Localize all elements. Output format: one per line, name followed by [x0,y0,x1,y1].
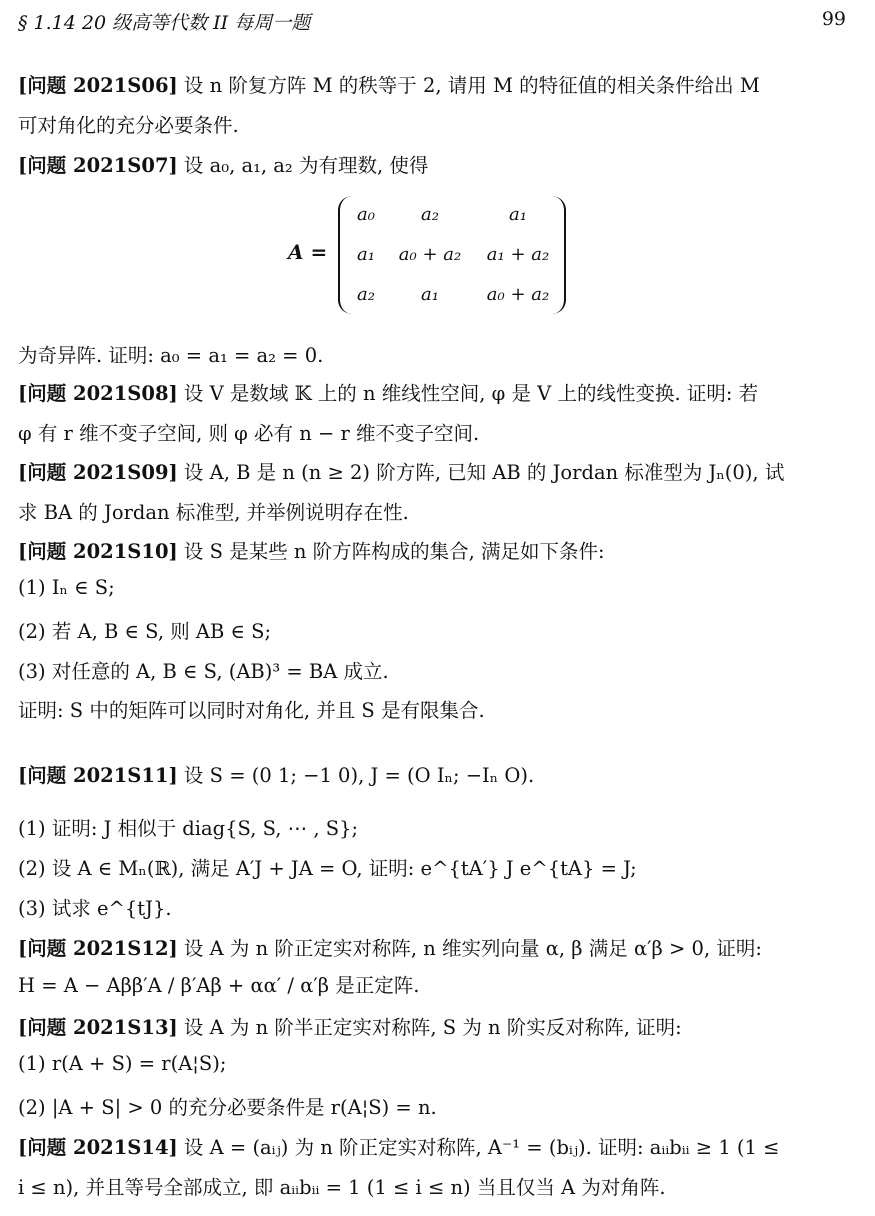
problem-s06-line-2: 可对角化的充分必要条件. [18,114,239,137]
problem-s09-line-1 [18,457,784,485]
matrix-cell: a₀ [357,204,375,225]
matrix-cell: a₁ + a₂ [486,244,550,265]
problem-s08-line-2: φ 有 r 维不变子空间, 则 φ 必有 n − r 维不变子空间. [18,422,480,445]
problem-label: [问题 2021S12] [18,937,178,960]
problem-label: [问题 2021S07] [18,154,178,177]
matrix-lhs: A = [288,240,328,264]
problem-label: [问题 2021S10] [18,540,178,563]
matrix-a-equation [288,196,578,314]
problem-text: 设 A, B 是 n (n ≥ 2) 阶方阵, 已知 AB 的 Jordan 标准型为 Jₙ(0), 试 [177,461,785,484]
problem-label: [问题 2021S08] [18,382,178,405]
problem-s12-line-1 [18,933,762,961]
problem-s11-item-2: (2) 设 A ∈ Mₙ(ℝ), 满足 A′J + JA = O, 证明: e^{tA′} J e^{tA} = J; [18,857,637,880]
problem-text: 设 V 是数域 𝕂 上的 n 维线性空间, φ 是 V 上的线性变换. 证明: 若 [177,382,759,405]
problem-s13-item-2: (2) |A + S| > 0 的充分必要条件是 r(A¦S) = n. [18,1096,437,1119]
problem-s08-line-1 [18,378,758,406]
page-number: 99 [821,8,846,30]
right-parenthesis [550,196,566,314]
problem-label: [问题 2021S09] [18,461,178,484]
matrix-cell: a₂ [421,204,439,225]
problem-label: [问题 2021S06] [18,74,178,97]
problem-label: [问题 2021S11] [18,764,178,787]
problem-text: 设 A 为 n 阶正定实对称阵, n 维实列向量 α, β 满足 α′β > 0, 证明: [177,937,762,960]
problem-s12-line-2: H = A − Aββ′A / β′Aβ + αα′ / α′β 是正定阵. [18,974,420,997]
problem-s10-item-1: (1) Iₙ ∈ S; [18,576,115,599]
problem-s10-item-3: (3) 对任意的 A, B ∈ S, (AB)³ = BA 成立. [18,660,389,683]
matrix-cell: a₁ [357,244,375,265]
problem-text: 设 S 是某些 n 阶方阵构成的集合, 满足如下条件: [177,540,605,563]
problem-label: [问题 2021S13] [18,1016,178,1039]
matrix-cell: a₁ [421,284,439,305]
problem-s13-line-1 [18,1012,682,1040]
matrix-cell: a₀ + a₂ [486,284,550,305]
problem-s14-line-1 [18,1132,779,1160]
problem-text: 设 A 为 n 阶半正定实对称阵, S 为 n 阶实反对称阵, 证明: [177,1016,682,1039]
problem-s09-line-2: 求 BA 的 Jordan 标准型, 并举例说明存在性. [18,501,409,524]
matrix-cell: a₁ [509,204,527,225]
section-title: § 1.14 20 级高等代数 II 每周一题 [18,12,311,34]
problem-text: 设 n 阶复方阵 M 的秩等于 2, 请用 M 的特征值的相关条件给出 M [177,74,760,97]
problem-s11-item-1: (1) 证明: J 相似于 diag{S, S, ⋯ , S}; [18,817,359,840]
problem-s13-item-1: (1) r(A + S) = r(A¦S); [18,1052,227,1075]
left-parenthesis [338,196,354,314]
problem-text: 设 A = (aᵢⱼ) 为 n 阶正定实对称阵, A⁻¹ = (bᵢⱼ). 证明: aᵢᵢbᵢᵢ ≥ 1 (1 ≤ [177,1136,780,1159]
matrix-cell: a₂ [357,284,375,305]
problem-s06-line-1 [18,70,760,98]
running-header [18,8,846,38]
problem-s07-line-2: 为奇异阵. 证明: a₀ = a₁ = a₂ = 0. [18,344,324,367]
problem-s11-item-3: (3) 试求 e^{tJ}. [18,897,172,920]
problem-s11-line-1 [18,760,534,788]
matrix-cell: a₀ + a₂ [398,244,462,265]
problem-label: [问题 2021S14] [18,1136,178,1159]
problem-s10-item-2: (2) 若 A, B ∈ S, 则 AB ∈ S; [18,620,272,643]
problem-s07-line-1 [18,150,428,178]
problem-text: 设 a₀, a₁, a₂ 为有理数, 使得 [177,154,429,177]
problem-s10-line-1 [18,536,605,564]
problem-s14-line-2: i ≤ n), 并且等号全部成立, 即 aᵢᵢbᵢᵢ = 1 (1 ≤ i ≤ n) 当且仅当 A 为对角阵. [18,1176,666,1199]
problem-s10-conclusion: 证明: S 中的矩阵可以同时对角化, 并且 S 是有限集合. [18,699,485,722]
problem-text: 设 S = (0 1; −1 0), J = (O Iₙ; −Iₙ O). [177,764,535,787]
